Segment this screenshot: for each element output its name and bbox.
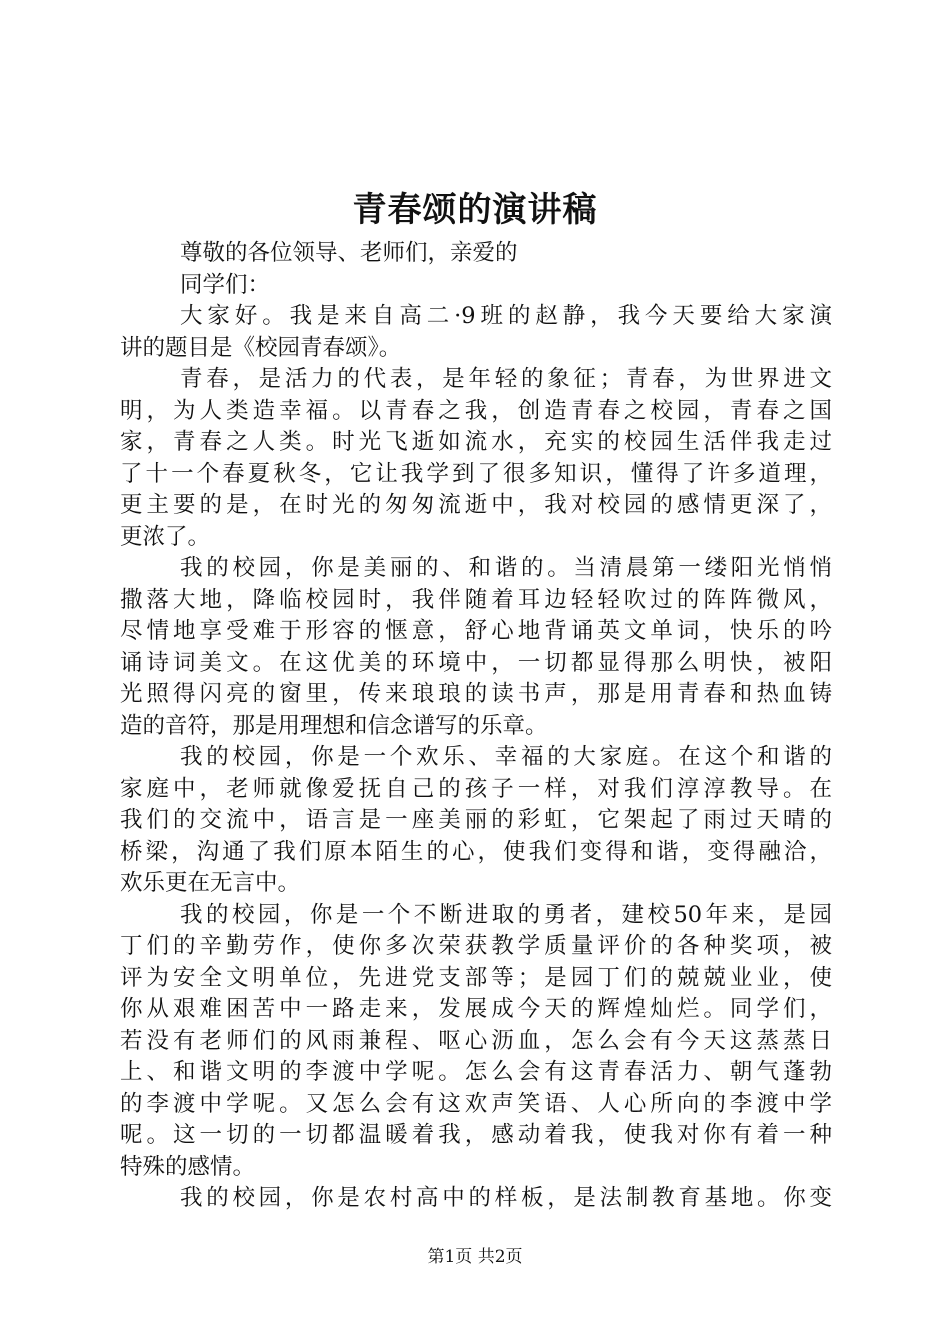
body-line: 诵诗词美文。在这优美的环境中，一切都显得那么明快，被阳 — [120, 649, 832, 676]
body-line: 大家好。我是来自高二·9班的赵静，我今天要给大家演 — [180, 303, 832, 329]
body-line: 家庭中，老师就像爱抚自己的孩子一样，对我们淳淳教导。在 — [120, 775, 832, 802]
body-line: 桥梁，沟通了我们原本陌生的心，使我们变得和谐，变得融洽， — [120, 838, 832, 865]
body-line: 我的校园，你是美丽的、和谐的。当清晨第一缕阳光悄悄 — [180, 555, 832, 581]
body-line: 青春，是活力的代表，是年轻的象征；青春，为世界进文 — [180, 366, 832, 392]
body-line: 我的校园，你是一个欢乐、幸福的大家庭。在这个和谐的 — [180, 744, 832, 770]
body-line: 更浓了。 — [120, 523, 211, 550]
body-line: 了十一个春夏秋冬，它让我学到了很多知识，懂得了许多道理， — [120, 460, 832, 487]
body-line: 我们的交流中，语言是一座美丽的彩虹，它架起了雨过天晴的 — [120, 807, 832, 833]
body-line: 上、和谐文明的李渡中学呢。怎么会有这青春活力、朝气蓬勃 — [120, 1059, 832, 1085]
body-line: 同学们： — [180, 271, 271, 298]
body-line: 明，为人类造幸福。以青春之我，创造青春之校园，青春之国 — [120, 397, 832, 424]
body-line: 我的校园，你是一个不断进取的勇者，建校50年来，是园 — [180, 901, 832, 928]
body-line: 的李渡中学呢。又怎么会有这欢声笑语、人心所向的李渡中学 — [120, 1090, 832, 1117]
body-line: 尽情地享受难于形容的惬意，舒心地背诵英文单词，快乐的吟 — [120, 618, 832, 644]
body-line: 造的音符，那是用理想和信念谱写的乐章。 — [120, 712, 548, 739]
body-line: 欢乐更在无言中。 — [120, 870, 301, 896]
document-title: 青春颂的演讲稿 — [352, 190, 598, 230]
body-line: 你从艰难困苦中一路走来，发展成今天的辉煌灿烂。同学们， — [120, 996, 832, 1022]
body-line: 特殊的感情。 — [120, 1153, 256, 1180]
page-footer: 第1页 共2页 — [427, 1247, 523, 1267]
body-line: 若没有老师们的风雨兼程、呕心沥血，怎么会有今天这蒸蒸日 — [120, 1027, 832, 1054]
body-line: 尊敬的各位领导、老师们，亲爱的 — [180, 240, 518, 266]
body-line: 丁们的辛勤劳作，使你多次荣获教学质量评价的各种奖项，被 — [120, 933, 832, 959]
body-line: 更主要的是，在时光的匆匆流逝中，我对校园的感情更深了， — [120, 492, 832, 518]
body-line: 光照得闪亮的窗里，传来琅琅的读书声，那是用青春和热血铸 — [120, 681, 832, 707]
document-body — [120, 238, 832, 1215]
body-line: 评为安全文明单位，先进党支部等；是园丁们的兢兢业业，使 — [120, 964, 832, 991]
body-line: 讲的题目是《校园青春颂》。 — [120, 334, 402, 361]
body-line: 家，青春之人类。时光飞逝如流水，充实的校园生活伴我走过 — [120, 429, 832, 455]
body-line: 呢。这一切的一切都温暖着我，感动着我，使我对你有着一种 — [120, 1122, 832, 1148]
body-line: 我的校园，你是农村高中的样板，是法制教育基地。你变 — [180, 1185, 832, 1211]
body-line: 撒落大地，降临校园时，我伴随着耳边轻轻吹过的阵阵微风， — [120, 586, 832, 613]
